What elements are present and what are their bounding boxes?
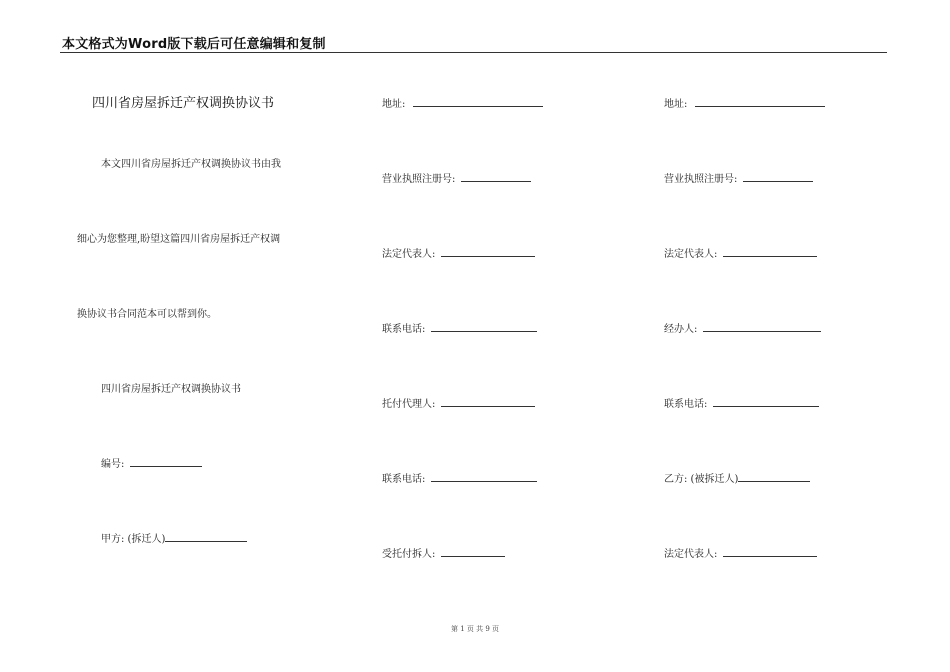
right-address-label: 地址: [664, 99, 688, 110]
middle-legal-rep-field [382, 245, 535, 260]
right-legal-rep-blank-line [723, 246, 817, 257]
intro-line-1: 本文四川省房屋拆迁产权调换协议书由我 [101, 159, 281, 170]
middle-agent-field [382, 395, 535, 410]
right-legal-rep-2-blank-line [723, 546, 817, 557]
header-title: 本文格式为Word版下载后可任意编辑和复制 [62, 37, 326, 52]
middle-entrusted-field [382, 545, 505, 560]
middle-phone-2-blank-line [431, 471, 537, 482]
middle-address-blank-line [413, 96, 543, 107]
right-legal-rep-2-field [664, 545, 817, 560]
middle-agent-blank-line [441, 396, 535, 407]
right-legal-rep-label: 法定代表人: [664, 249, 718, 260]
party-b-blank-line [738, 471, 810, 482]
middle-phone-2-field [382, 470, 537, 485]
middle-phone-1-blank-line [431, 321, 537, 332]
header-divider [60, 52, 887, 53]
middle-entrusted-label: 受托付拆人: [382, 549, 436, 560]
right-license-field [664, 170, 813, 185]
number-blank-line [130, 456, 202, 467]
number-label: 编号: [101, 459, 125, 470]
page-number-footer: 第 1 页 共 9 页 [450, 625, 500, 633]
right-legal-rep-field [664, 245, 817, 260]
number-field [101, 455, 202, 470]
right-address-field [664, 95, 825, 110]
right-handler-label: 经办人: [664, 324, 698, 335]
right-phone-label: 联系电话: [664, 399, 708, 410]
middle-address-label: 地址: [382, 99, 406, 110]
intro-line-3: 换协议书合同范本可以帮到你。 [77, 309, 217, 320]
document-subtitle: 四川省房屋拆迁产权调换协议书 [101, 384, 241, 395]
middle-phone-1-label: 联系电话: [382, 324, 426, 335]
middle-entrusted-blank-line [441, 546, 505, 557]
party-a-blank-line [165, 531, 247, 542]
middle-license-field [382, 170, 531, 185]
middle-phone-2-label: 联系电话: [382, 474, 426, 485]
middle-address-field [382, 95, 543, 110]
intro-line-2: 细心为您整理,盼望这篇四川省房屋拆迁产权调 [77, 234, 281, 245]
party-a-field [101, 530, 247, 545]
right-handler-blank-line [703, 321, 821, 332]
right-handler-field [664, 320, 821, 335]
right-phone-field [664, 395, 819, 410]
middle-license-blank-line [461, 171, 531, 182]
right-address-blank-line [695, 96, 825, 107]
party-a-label: 甲方: (拆迁人) [101, 534, 166, 545]
middle-legal-rep-label: 法定代表人: [382, 249, 436, 260]
party-b-field [664, 470, 810, 485]
party-b-label: 乙方: (被拆迁人) [664, 474, 739, 485]
middle-legal-rep-blank-line [441, 246, 535, 257]
right-license-label: 营业执照注册号: [664, 174, 738, 185]
document-title: 四川省房屋拆迁产权调换协议书 [92, 96, 275, 111]
right-license-blank-line [743, 171, 813, 182]
right-phone-blank-line [713, 396, 819, 407]
middle-phone-1-field [382, 320, 537, 335]
middle-license-label: 营业执照注册号: [382, 174, 456, 185]
right-legal-rep-2-label: 法定代表人: [664, 549, 718, 560]
middle-agent-label: 托付代理人: [382, 399, 436, 410]
